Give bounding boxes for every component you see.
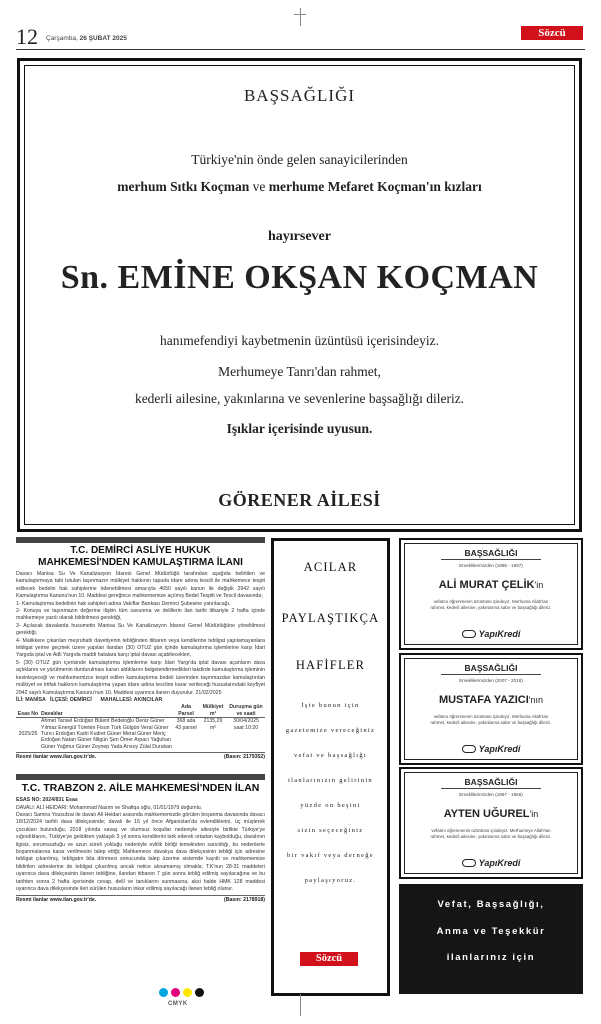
promo-line: Vefat, Başsağlığı, xyxy=(437,899,545,910)
box-name: MUSTAFA YAZICI'nın xyxy=(438,694,544,706)
ad-line: Işıklar içerisinde uyusun. xyxy=(226,421,373,436)
yapikredi-icon xyxy=(462,630,476,638)
box-heading: BAŞSAĞLIĞI xyxy=(464,663,518,673)
ad-line: merhum Sıtkı Koçman ve merhume Mefaret Koçman'ın kızları xyxy=(117,179,482,194)
notice-demirci xyxy=(16,537,265,903)
crop-mark xyxy=(294,14,306,15)
ad-line: Türkiye'nin önde gelen sanayicilerinden xyxy=(191,152,408,167)
notice-body: Davacı Manisa Su Ve Kanalizasyon İdaresi Genel Müdürlüğü tarafından aşağıda belirtilen ve kamulaştırmaya tabi tutulan taşınmazın mülkiyet hakkının tapuda idare adına tescili ile mahkemece tespit edilecek bedelin hak sahiplerine ödenebilmesi amacıyla 4650 sayılı kanun ile değişik 2942 sayılı Kamulaştırma Kanunu'nun 10. Maddesi gereğince mahkememize açılmış Bedel Tespiti ve Tescil davasında; 1- Kamulaştırma bedelinin hak sahipleri adına Vakıflar Bankası Demirci Şubesine yatırılacağı, 2- Konuya ve taşınmazın değerine ilişkin tüm savunma ve delillerin ilan tarihi itibariyle 2 hafta içinde mahkemeye yazılı olarak bildirilmesi gerektiği, 3- Açılacak davalarda husumetin Manisa Su Ve Kanalizasyon İdaresi Genel Müdürlüğüne yöneltilmesi gerektiği, 4- Malikkere çıkarılan meşruhatlı davetiyenin tebliğinden itibaren veya kendilerine tebligat yapılamayanlara tebligat yerine geçmek üzere yapılan ilandan (30) OTUZ gün içinde kamulaştırma işlemlerine karşı İdari Yargıda iptal ve Adli Yargıda maddi hatalara karşı iptal davası açabilecekleri, 5- (30) OTUZ gün içerisinde kamulaştırma işlemlerine karşı İdari Yargı'da iptal davası açanların dava açtıklarını ve yürütmenin durdurulması kararı aldıklarını belgelendirmedikleri takdirde kamulaştırma işleminin kesinleşeceği ve mahkememizce tespit edilen kamulaştırma bedeli üzerinden taşınmazdan kamulaştırılan mülkiyet ve irtifak hakkının kamulaştırma yapan idare adına tescline karar verileceği hususlarındaki keyfiyet 2942 sayılı Kamulaştırma Kanunu'nun 10. Maddesi uyarınca ilanen duyurulur. 21/02/2025 İLİ: MANİSA İLÇESİ: DEMİRCİ MAHALLESİ: AKINCILAR xyxy=(16,571,265,703)
charity-heading: ACILAR xyxy=(303,560,358,574)
crop-mark xyxy=(300,994,301,1016)
divider xyxy=(441,674,541,675)
yapikredi-logo: YapıKredi xyxy=(405,858,577,868)
sozcu-logo: Sözcü xyxy=(521,26,583,40)
crop-mark xyxy=(300,8,301,26)
page-number: 12 xyxy=(16,24,38,49)
notice-title: T.C. TRABZON 2. AİLE MAHKEMESİ'NDEN İLAN xyxy=(21,782,260,795)
notice-bar xyxy=(16,774,265,780)
charity-text: gazetemize vereceğiniz xyxy=(285,727,376,734)
box-text: vefatını öğrenmenin üzüntüsü içindeyiz. Merhuma Allah'tan xyxy=(433,599,549,604)
box-name: ALİ MURAT ÇELİK'in xyxy=(438,579,544,591)
notice-bar xyxy=(16,537,265,543)
cmyk-magenta-dot xyxy=(171,988,180,997)
notice-table: Esas No Davalılar Ada Parsel Mülkiyet m² Duruşma gün ve saati 2025/25 Ahmet Tansel Erdoğan Bülent Bedeloğlu Deniz Güner Yılmaz Energül Türeten Fisun Türk Gülgün Veral Güner Turıcı Erdoğan Kadri Kudret Güner Meral Güner Meriç Erdoğan Natan Güner Nilgün Şen Ömer Arpacı Yağuhan Güner Yağmur Güner Zeynep Yada Arısoy Zülal Durukan 368 ada 43 parsel 2135,29 m² 30/04/2025 saat 10:20 xyxy=(16,704,265,750)
cmyk-black-dot xyxy=(195,988,204,997)
charity-text: paylaşıyoruz. xyxy=(304,877,357,884)
promo-line: ilanlarınız için xyxy=(446,952,536,963)
charity-text: İşte bunun için xyxy=(301,702,360,709)
ad-line: hayırsever xyxy=(268,229,331,244)
notice-footer: Resmi ilanlar www.ilan.gov.tr'de. (Basın: 2178918) xyxy=(16,897,265,904)
ad-promo-box xyxy=(399,884,583,994)
box-text: vefatını öğrenmenin üzüntüsü içindeyiz. Merhumeye Allah'tan xyxy=(431,828,551,833)
sozcu-logo: Sözcü xyxy=(300,952,358,966)
box-text: rahmet, kederli ailesine, yakınlarına sabır ve başsağlığı dileriz. xyxy=(430,605,552,610)
table-row: 2025/25 Ahmet Tansel Erdoğan Bülent Bedeloğlu Deniz Güner Yılmaz Energül Türeten Fisun Türk Gülgün Veral Güner Turıcı Erdoğan Kadri Kudret Güner Meral Güner Meriç Erdoğan Natan Güner Nilgün Şen Ömer Arpacı Yağuhan Güner Yağmur Güner Zeynep Yada Arısoy Zülal Durukan 368 ada 43 parsel 2135,29 m² 30/04/2025 saat 10:20 xyxy=(18,718,259,750)
cmyk-yellow-dot xyxy=(183,988,192,997)
ad-line: hanımefendiyi kaybetmenin üzüntüsü içerisindeyiz. xyxy=(160,333,439,348)
ad-signature: GÖRENER AİLESİ xyxy=(218,490,381,510)
yapikredi-logo: YapıKredi xyxy=(405,629,577,639)
box-heading: BAŞSAĞLIĞI xyxy=(464,777,518,787)
divider xyxy=(441,559,541,560)
ad-line: Merhumeye Tanrı'dan rahmet, xyxy=(218,364,381,379)
divider xyxy=(441,788,541,789)
condolence-box xyxy=(399,767,583,879)
charity-heading: PAYLAŞTIKÇA xyxy=(281,611,380,625)
deceased-name: Sn. EMİNE OKŞAN KOÇMAN xyxy=(60,259,539,296)
box-text: rahmet, kederli ailesine, yakınlarına sabır ve başsağlığı dileriz. xyxy=(430,834,552,839)
ad-heading: BAŞSAĞLIĞI xyxy=(243,86,356,105)
notice-title: MAHKEMESİ'NDEN KAMULAŞTIRMA İLANI xyxy=(38,557,243,568)
notice-body: ESAS NO: 2024/831 Esas DAVALI: ALİ HEIDARI: Mohammad Nasım ve Shafiqa oğlu, 01/01/1979 doğumlu. Davacı Samira Yousufzai ile davalı Ali Heidari arasında mahkememizde görülen boşanma davasında davacı 18/12/2024 tarihli dava dilekçesinde; davalı ile 16 yıl önce Afganistan'da evlendiklerini, üç müşterek çocukları bulunduğu, 2018 yılında savaş ve olumsuz koşullar nedeniyle ailesiyle birlikte Türkiye'ye sığındıklarını, Türkiye'ye geldikten yaklaşık 3 yıl sonra kendilerini terk ederek ortadan kaybolduğu, davalının ilgisiz, sorumsuzluğu ve uzun süreli yokluğu nedeniyle evlilik birliği temelinden sarsıldığı, bu nedenlerle boşanmalarına karar verilmesini talep ettiği; Mahkemece davalıya dava dilekçesinin tebliği için adresine tebligat çıkarılmış, tebligatın bila dönmesi sonucunda talep üzerine sistemde kayıtlı ve mahkememize bildirilen adreslerine de tebligat çıkarılmış ancak netice alınamamış olmakla; T.K'nun 28-31 maddeleri uyarınca dava dilekçesinin ilanen tebliğine, ilandan itibaren 7 gün sonra tebliğ edilmiş sayılacağına ve bu tarihten sonra 2 hafta içerisinde cevap, delil ve tanıklarını sunmasına, aksi halde HMK 128 maddesi uyarınca dava dilekçesinde ileri sürülen hususların inkar edilmiş sayılacağı ilanen tebliğ olunur. xyxy=(16,797,265,893)
promo-line: Anma ve Teşekkür xyxy=(436,926,546,937)
cmyk-cyan-dot xyxy=(159,988,168,997)
box-retired: Emeklilerimizden (2007 - 2018) xyxy=(459,678,523,683)
condolence-box xyxy=(399,538,583,650)
yapikredi-icon xyxy=(462,745,476,753)
charity-text: ilanlarınızın gelirinin xyxy=(288,777,373,784)
box-heading: BAŞSAĞLIĞI xyxy=(464,548,518,558)
main-condolence-ad xyxy=(17,58,582,532)
notice-footer: Resmi ilanlar www.ilan.gov.tr'de. (Basın: 2179352) xyxy=(16,754,265,761)
box-retired: Emeklilerimizden (1986 - 1997) xyxy=(459,563,523,568)
charity-text: vefat ve başsağlığı xyxy=(293,752,368,759)
charity-text: sizin seçeceğiniz xyxy=(297,827,364,834)
header-rule xyxy=(16,49,585,50)
charity-heading: HAFİFLER xyxy=(295,658,366,672)
box-retired: Emeklilerimizden (1967 - 1968) xyxy=(459,792,523,797)
box-name: AYTEN UĞUREL'in xyxy=(443,808,539,820)
charity-text: bir vakıf veya derneğe xyxy=(287,852,374,859)
charity-text: yüzde on beşini xyxy=(300,802,361,809)
yapikredi-icon xyxy=(462,859,476,867)
ad-line: kederli ailesine, yakınlarına ve sevenlerine başsağlığı dileriz. xyxy=(134,391,465,406)
charity-ad xyxy=(271,538,390,996)
page-date: Çarşamba, 26 ŞUBAT 2025 xyxy=(46,35,127,42)
cmyk-label: CMYK xyxy=(168,1001,188,1007)
box-text: vefatını öğrenmenin üzüntüsü içindeyiz. Merhuma Allah'tan xyxy=(433,714,549,719)
yapikredi-logo: YapıKredi xyxy=(405,744,577,754)
box-text: rahmet, kederli ailesine, yakınlarına sabır ve başsağlığı dileriz. xyxy=(430,720,552,725)
condolence-box xyxy=(399,653,583,765)
notice-title: T.C. DEMİRCİ ASLİYE HUKUK xyxy=(70,545,211,556)
